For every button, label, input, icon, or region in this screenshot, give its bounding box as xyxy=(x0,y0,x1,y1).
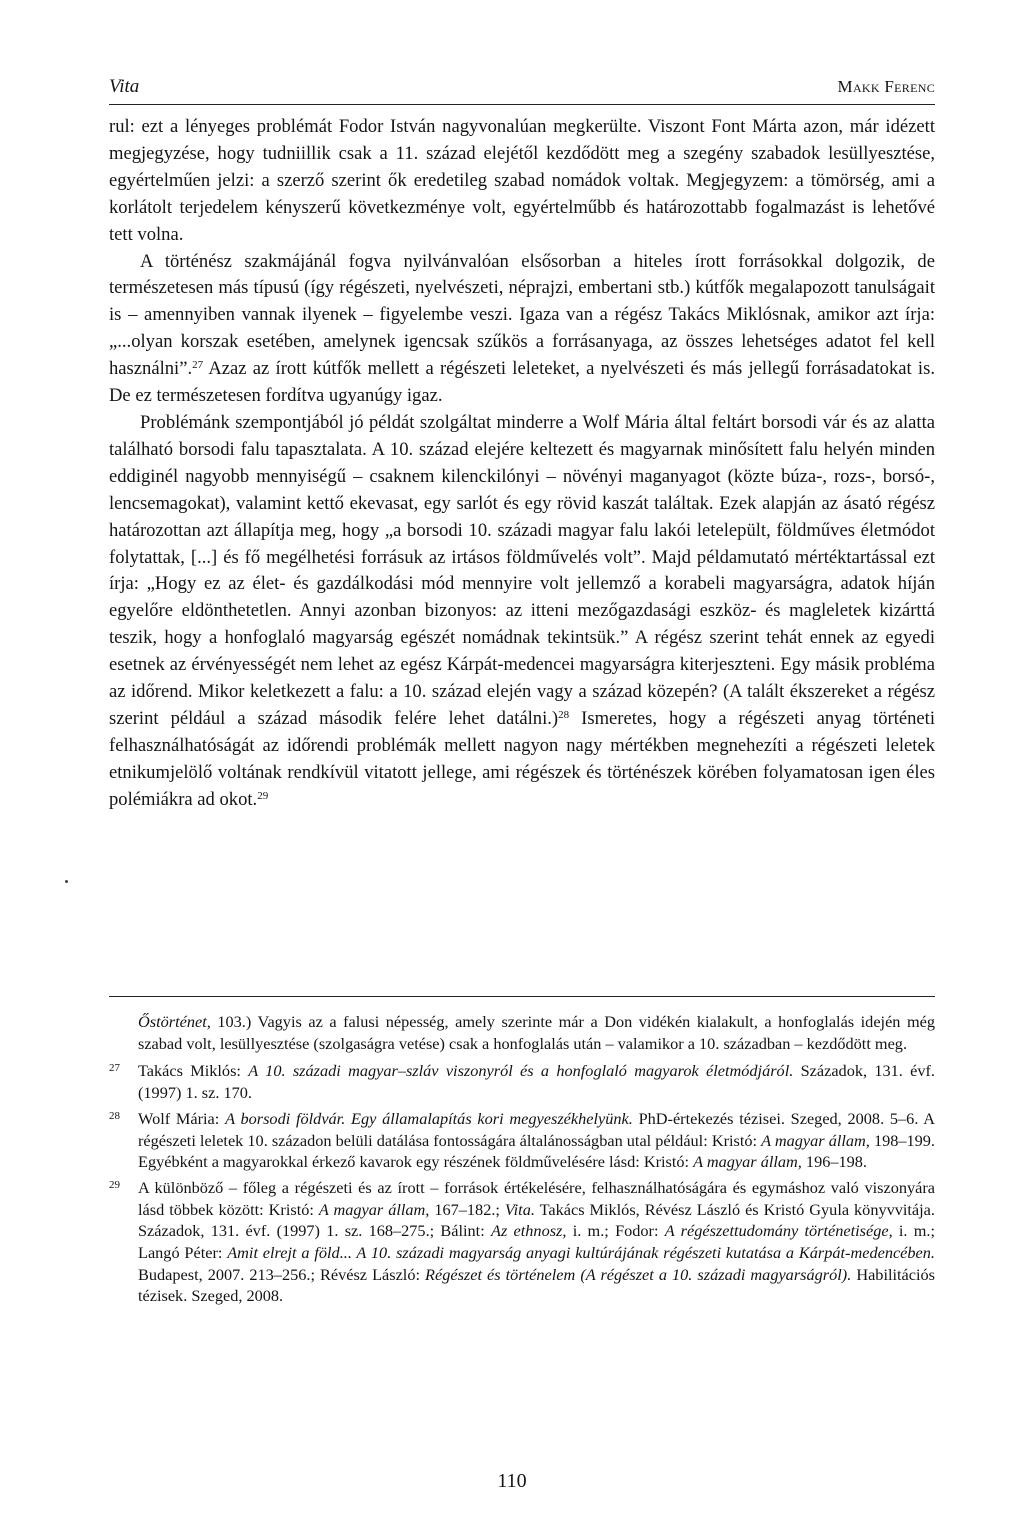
author-name: Makk Ferenc xyxy=(837,77,935,96)
footnote-27: 27 Takács Miklós: A 10. századi magyar–szláv viszonyról és a honfoglaló magyarok életmódjáról. Századok, 131. évf. (1997) 1. sz. 170. xyxy=(109,1060,935,1103)
footnote-28: 28 Wolf Mária: A borsodi földvár. Egy államalapítás kori megyeszékhelyünk. PhD-értekezés tézisei. Szeged, 2008. 5–6. A régészeti leletek 10. századon belüli datálása fontosságára általánosságban utal például: Kristó: A magyar állam, 198–199. Egyébként a magyarokkal érkező kavarok egy részének földművelésére lásd: Kristó: A magyar állam, 196–198. xyxy=(109,1108,935,1173)
margin-mark xyxy=(65,880,68,883)
main-text xyxy=(109,114,935,814)
footnote-ref-27: 27 xyxy=(192,359,204,372)
footnote-continuation: Őstörténet, 103.) Vagyis az a falusi népesség, amely szerinte már a Don vidékén kialakult, a honfoglalás idején még szabad volt, lesüllyesztése (szolgaságra vetése) csak a honfoglalás után – valamikor a 10. században – kezdődött meg. xyxy=(138,1012,935,1053)
footnote-number: 29 xyxy=(109,1178,120,1191)
page-number: 110 xyxy=(497,1470,527,1492)
running-header xyxy=(109,76,935,105)
paragraph-2: A történész szakmájánál fogva nyilvánvalóan elsősorban a hiteles írott forrásokkal dolgozik, de természetesen más típusú (így régészeti, nyelvészeti, néprajzi, embertani stb.) kútfők megalapozott tanulságait is – amennyiben vannak ilyenek – figyelembe veszi. Igaza van a régész Takács Miklósnak, amikor azt írja: „...olyan korszak esetében, amelynek igencsak szűkös a forrásanyaga, az összes lehetséges adatot fel kell használni”.$^{27}$ Azaz az írott kútfők mellett a régészeti leleteket, a nyelvészeti és más jellegű forrásadatokat is. De ez természetesen fordítva ugyanúgy igaz. xyxy=(109,250,935,407)
footnote-number: 27 xyxy=(109,1062,120,1075)
paragraph-3: Problémánk szempontjából jó példát szolgáltat minderre a Wolf Mária által feltárt borsodi vár és az alatta található borsodi falu tapasztalata. A 10. század elejére keltezett és magyarnak minősített falu helyén minden eddiginél nagyobb mennyiségű – csaknem kilenckilónyi – növényi maganyagot (közte búza-, rozs-, borsó-, lencsemagokat), valamint kettő ekevasat, egy sarlót és egy rövid kaszát találtak. Ezek alapján az ásató régész határozottan azt állapítja meg, hogy „a borsodi 10. századi magyar falu lakói letelepült, földműves életmódot folytattak, [...] és fő megélhetési forrásuk az irtásos földművelés volt”. Majd példamutató mértéktartással ezt írja: „Hogy ez az élet- és gazdálkodási mód mennyire volt jellemző a korabeli magyarságra, adatok híján egyelőre eldönthetetlen. Annyi azonban bizonyos: az itteni mezőgazdasági eszköz- és magleletek kizárttá teszik, hogy a honfoglaló magyarság egészét nomádnak tekintsük.” A régész szerint tehát ennek az egyedi esetnek az érvényességét nem lehet az egész Kárpát-medencei magyarságra kiterjeszteni. Egy másik probléma az időrend. Mikor keletkezett a falu: a 10. század elején vagy a század közepén? (A talált ékszereket a régész szerint például a század második felére lehet datálni.)$^{28}$ Ismeretes, hogy a régészeti anyag történeti felhasználhatóságát az időrendi problémák mellett nagyon nagy mértékben megnehezíti a régészeti leletek etnikumjelölő voltának rendkívül vitatott jellege, ami régészek és történészek körében folyamatosan igen éles polémiákra ad okot.$^{29}$ xyxy=(109,411,935,810)
footnote-divider xyxy=(109,996,935,997)
footnote-number: 28 xyxy=(109,1109,120,1122)
footnote-ref-28: 28 xyxy=(558,708,570,721)
footnotes xyxy=(109,1011,935,1311)
footnote-ref-29: 29 xyxy=(257,789,269,802)
footnote-29: 29 A különböző – főleg a régészeti és az írott – források értékelésére, felhasználhatóságára és egymáshoz való viszonyára lásd többek között: Kristó: A magyar állam, 167–182.; Vita. Takács Miklós, Révész László és Kristó Gyula könyvvitája. Századok, 131. évf. (1997) 1. sz. 168–275.; Bálint: Az ethnosz, i. m.; Fodor: A régészettudomány történetisége, i. m.; Langó Péter: Amit elrejt a föld... A 10. századi magyarság anyagi kultúrájának régészeti kutatása a Kárpát-medencében. Budapest, 2007. 213–256.; Révész László: Régészet és történelem (A régészet a 10. századi magyarságról). Habilitációs tézisek. Szeged, 2008. xyxy=(109,1177,935,1307)
paragraph-1: rul: ezt a lényeges problémát Fodor István nagyvonalúan megkerülte. Viszont Font Márta azon, már idézett megjegyzése, hogy tudniillik csak a 11. század elejétől kezdődött meg a szegény szabadok lesüllyesztése, egyértelműen jelzi: a szerző szerint ők eredetileg szabad nomádok voltak. Megjegyzem: a tömörség, ami a korlátolt terjedelem kényszerű következménye volt, egyértelműbb és határozottabb fogalmazást is lehetővé tett volna. xyxy=(109,116,935,245)
section-title: Vita xyxy=(109,76,140,97)
